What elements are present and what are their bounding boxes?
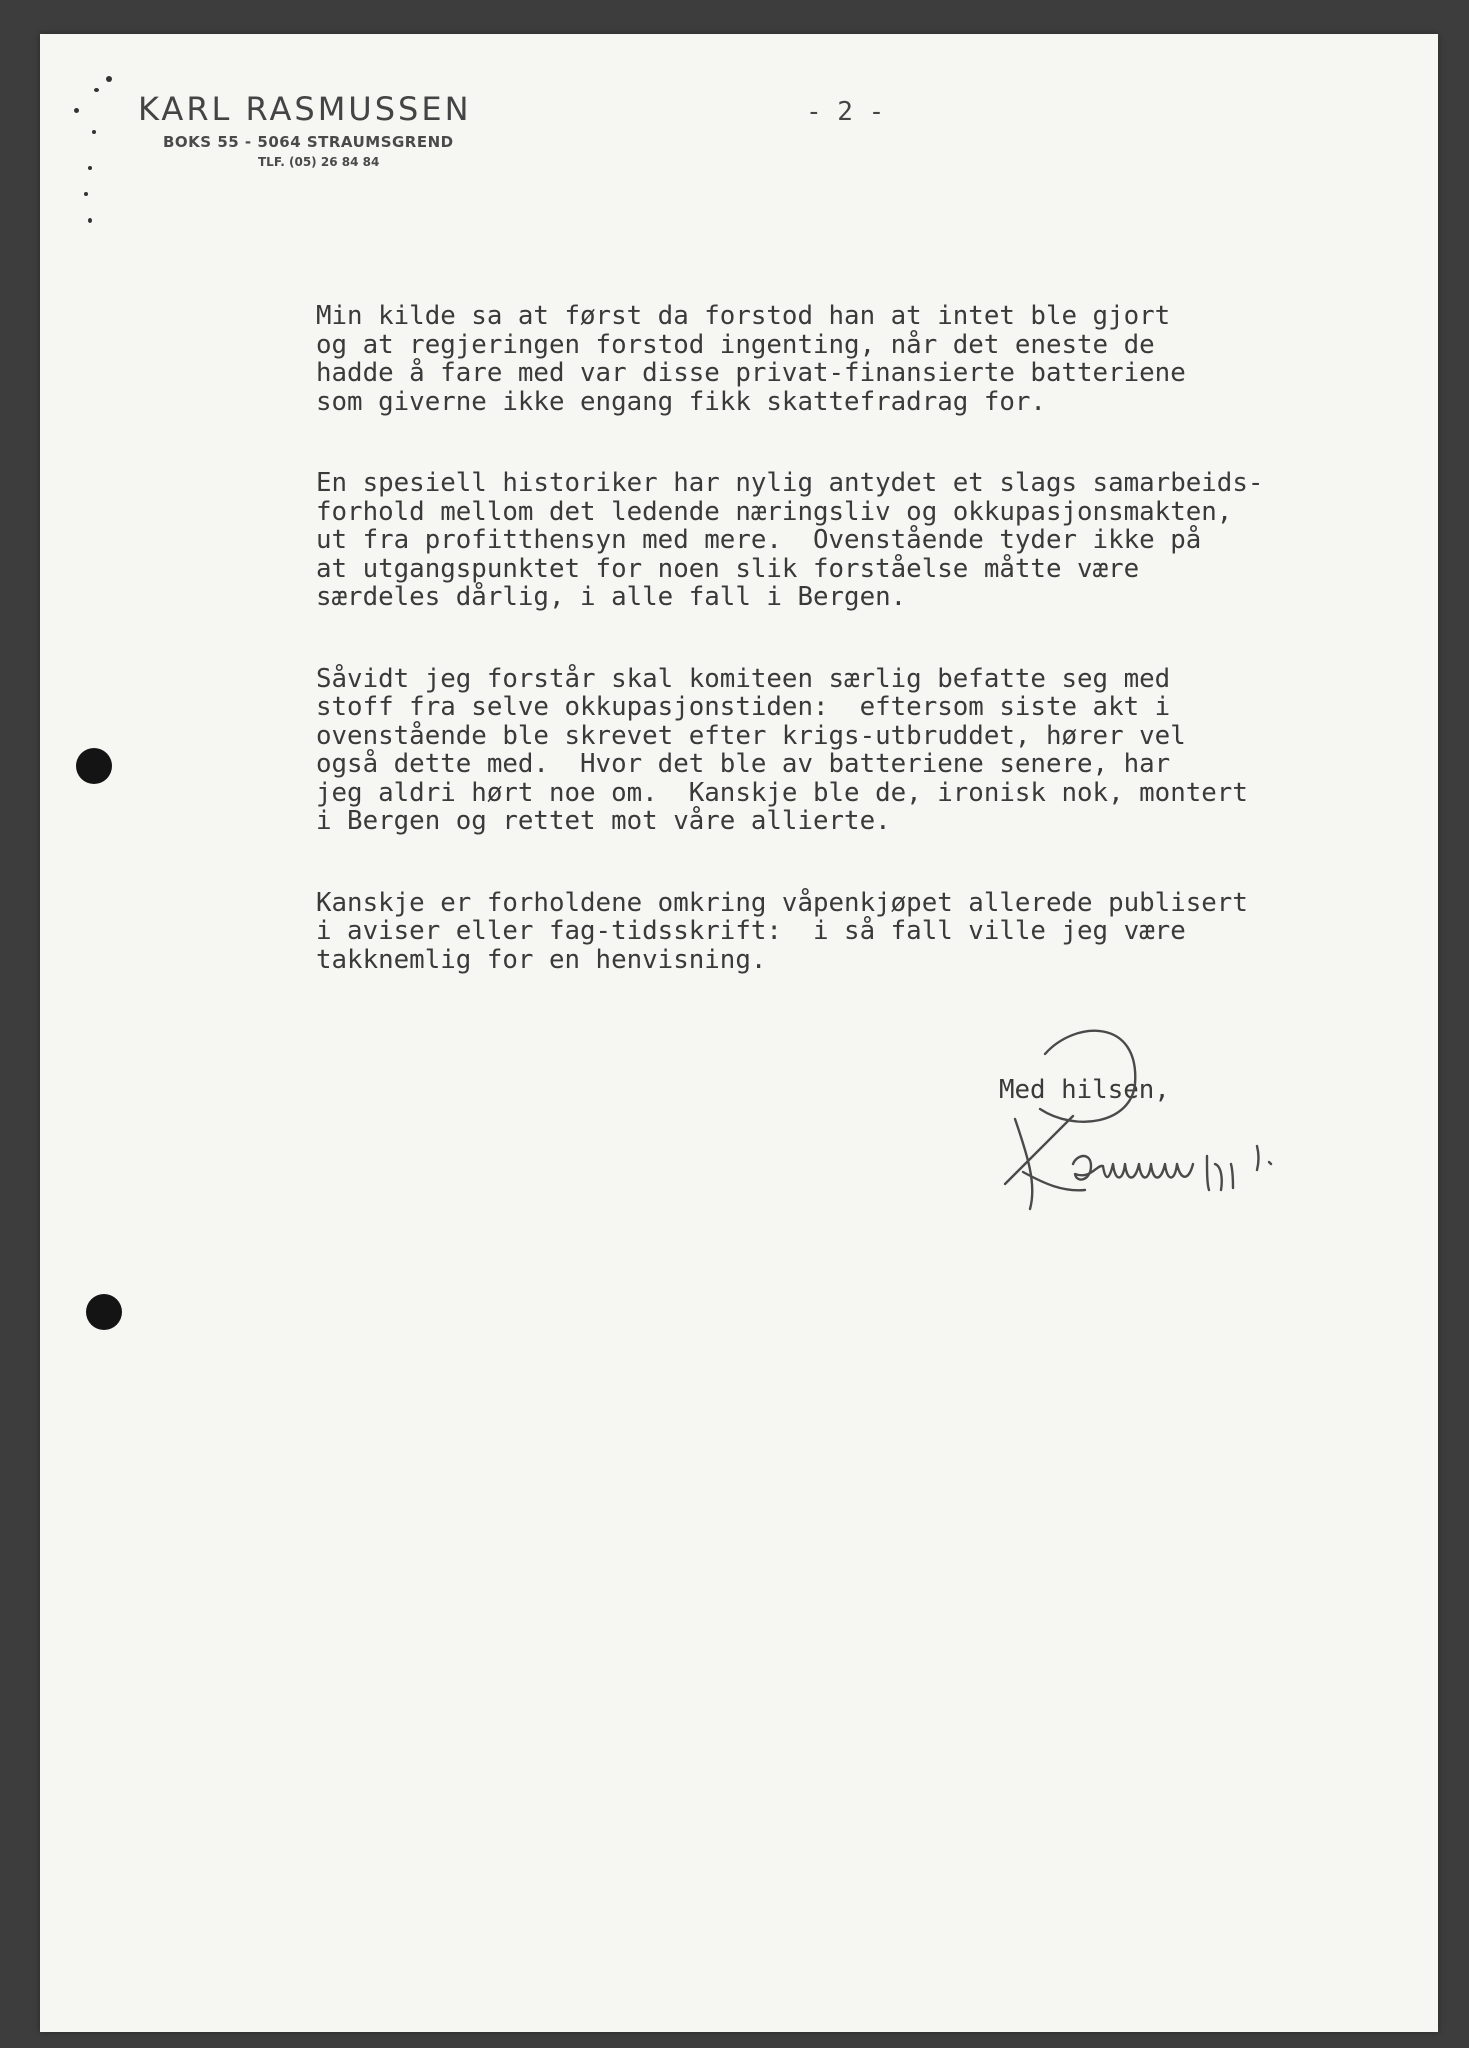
text-line: forhold mellom det ledende næringsliv og okkupasjonsmakten, bbox=[316, 496, 1233, 527]
text-line: også dette med. Hvor det ble av batteriene senere, har bbox=[316, 749, 1171, 779]
scan-speck bbox=[94, 88, 99, 92]
letterhead-telephone: TLF. (05) 26 84 84 bbox=[258, 155, 380, 169]
punch-hole-top bbox=[76, 748, 112, 784]
punch-hole-bottom bbox=[86, 1294, 122, 1330]
letterhead-name: KARL RASMUSSEN bbox=[138, 90, 472, 128]
paragraph-4 bbox=[316, 889, 1416, 975]
text-line: En spesiell historiker har nylig antydet et slags samarbeids- bbox=[316, 468, 1264, 498]
paragraph-2 bbox=[316, 469, 1416, 612]
text-line: som giverne ikke engang fikk skattefradrag for. bbox=[316, 386, 1046, 417]
handwritten-signature bbox=[945, 1014, 1365, 1224]
text-line: i aviser eller fag-tidsskrift: i så fall ville jeg være bbox=[316, 916, 1186, 946]
paragraph-1 bbox=[316, 302, 1416, 416]
text-line: at utgangspunktet for noen slik forståelse måtte være bbox=[316, 553, 1140, 584]
text-line: stoff fra selve okkupasjonstiden: eftersom siste akt i bbox=[316, 692, 1171, 722]
paragraph-3 bbox=[316, 665, 1416, 836]
page-number: - 2 - bbox=[806, 97, 885, 127]
closing-salutation: Med hilsen, bbox=[999, 1075, 1170, 1105]
text-line: og at regjeringen forstod ingenting, når det eneste de bbox=[316, 329, 1155, 360]
letterhead-address: BOKS 55 - 5064 STRAUMSGREND bbox=[163, 133, 454, 151]
text-line: Min kilde sa at først da forstod han at intet ble gjort bbox=[316, 301, 1171, 331]
text-line: takknemlig for en henvisning. bbox=[316, 944, 767, 975]
text-line: Kanskje er forholdene omkring våpenkjøpet allerede publisert bbox=[316, 887, 1248, 918]
scan-speck bbox=[74, 108, 79, 113]
letter-body bbox=[316, 302, 1416, 1027]
text-line: Såvidt jeg forstår skal komiteen særlig befatte seg med bbox=[316, 663, 1171, 694]
scan-speck bbox=[84, 192, 88, 196]
scan-speck bbox=[88, 218, 92, 223]
letter-page bbox=[40, 34, 1438, 2032]
text-line: ovenstående ble skrevet efter krigs-utbruddet, hører vel bbox=[316, 720, 1186, 751]
scan-speck bbox=[88, 166, 92, 170]
text-line: i Bergen og rettet mot våre allierte. bbox=[316, 806, 891, 836]
text-line: særdeles dårlig, i alle fall i Bergen. bbox=[316, 582, 907, 612]
text-line: hadde å fare med var disse privat-finansierte batteriene bbox=[316, 358, 1186, 388]
scan-speck bbox=[106, 76, 112, 82]
text-line: ut fra profitthensyn med mere. Ovenstående tyder ikke på bbox=[316, 525, 1202, 555]
scan-speck bbox=[92, 130, 96, 134]
text-line: jeg aldri hørt noe om. Kanskje ble de, ironisk nok, montert bbox=[316, 777, 1248, 808]
